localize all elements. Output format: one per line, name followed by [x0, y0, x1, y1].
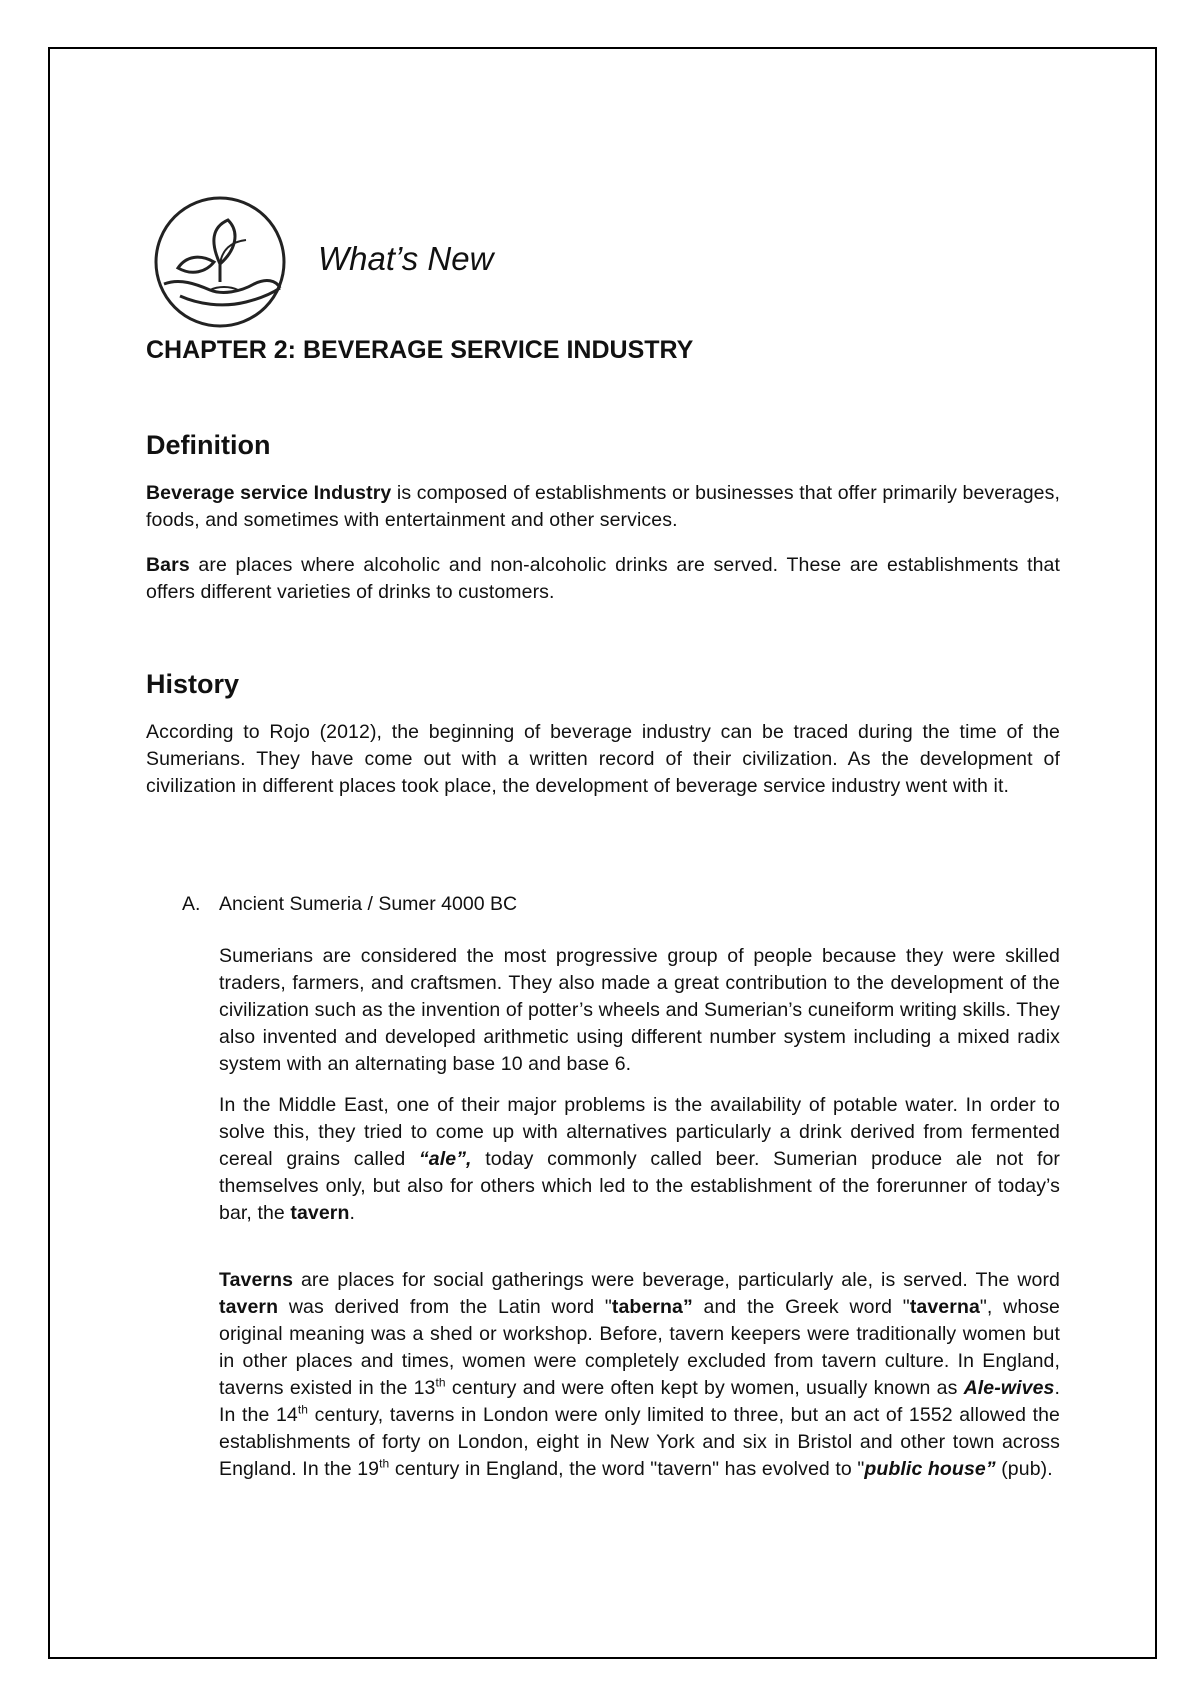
sumerians-paragraph: Sumerians are considered the most progressive group of people because they were skilled traders, farmers, and craftsmen. They also made a great contribution to the development of the civilization such as the invention of potter’s wheels and Sumerian’s cuneiform writing skills. They also invented and developed arithmetic using different number system including a mixed radix system with an alternating base 10 and base 6. — [219, 945, 1060, 1075]
term-bars: Bars — [146, 554, 190, 576]
section-title: What’s New — [318, 240, 494, 277]
term-ale: “ale”, — [418, 1148, 472, 1170]
taverns-paragraph: Taverns are places for social gatherings were beverage, particularly ale, is served. The word tavern was derived from the Latin word "taberna” and the Greek word "taverna", whose original meaning was a shed or workshop. Before, tavern keepers were traditionally women but in other places and times, women were completely excluded from tavern culture. In England, taverns existed in the 13th century and were often kept by women, usually known as Ale-wives. In the 14th century, taverns in London were only limited to three, but an act of 1552 allowed the establishments of forty on London, eight in New York and six in Bristol and other town across England. In the 19th century in England, the word "tavern" has evolved to "public house” (pub). — [219, 1269, 1061, 1480]
history-heading: History — [146, 669, 240, 699]
chapter-title: CHAPTER 2: BEVERAGE SERVICE INDUSTRY — [146, 336, 694, 364]
definition-paragraph-industry: Beverage service Industry is composed of establishments or businesses that offer primarily beverages, foods, and sometimes with entertainment and other services. — [146, 482, 1060, 531]
term-beverage-service-industry: Beverage service Industry — [146, 482, 392, 504]
seedling-hands-icon — [150, 192, 292, 330]
term-tavern: tavern — [290, 1202, 350, 1224]
term-taverna: taverna — [909, 1296, 980, 1318]
term-taverns: Taverns — [219, 1269, 294, 1291]
middle-east-paragraph: In the Middle East, one of their major problems is the availability of potable water. In order to solve this, they tried to come up with alternatives particularly a drink derived from fermented cereal grains called “ale”, today commonly called beer. Sumerian produce ale not for themselves only, but also for others which led to the establishment of the forerunner of today’s bar, the tavern. — [219, 1094, 1060, 1224]
definition-heading: Definition — [146, 430, 271, 460]
list-title-sumeria: Ancient Sumeria / Sumer 4000 BC — [219, 893, 518, 915]
term-taberna: taberna” — [611, 1296, 693, 1318]
list-marker-a: A. — [182, 893, 201, 915]
term-public-house: public house” — [864, 1458, 996, 1480]
definition-paragraph-bars: Bars are places where alcoholic and non-alcoholic drinks are served. These are establishments that offers different varieties of drinks to customers. — [146, 554, 1060, 603]
term-ale-wives: Ale-wives — [963, 1377, 1055, 1399]
history-intro: According to Rojo (2012), the beginning of beverage industry can be traced during the time of the Sumerians. They have come out with a written record of their civilization. As the development of civilization in different places took place, the development of beverage service industry went with it. — [146, 721, 1060, 797]
